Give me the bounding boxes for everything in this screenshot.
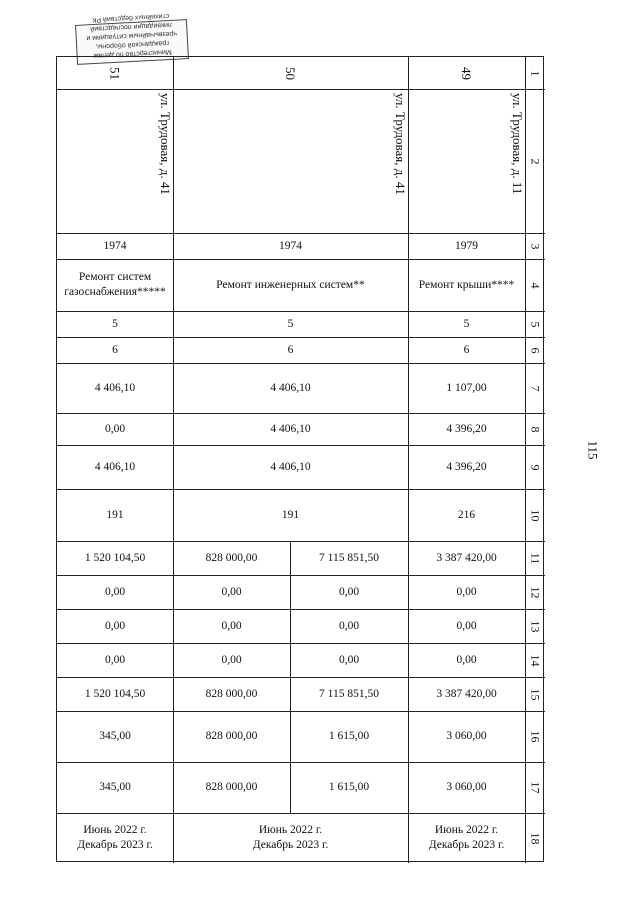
c2-r13-left: 0,00 bbox=[221, 619, 242, 632]
row-index-3: 3 bbox=[528, 243, 543, 249]
row-index-9: 9 bbox=[528, 464, 543, 470]
c2-r11-right: 7 115 851,50 bbox=[319, 551, 379, 564]
c3-r18 bbox=[408, 813, 525, 863]
row-index-10: 10 bbox=[528, 509, 543, 521]
c3-r14: 0,00 bbox=[456, 653, 477, 666]
c1-r16: 345,00 bbox=[99, 730, 131, 742]
c2-r16-left: 828 000,00 bbox=[205, 730, 258, 742]
c1-address: ул. Трудовая, д. 41 bbox=[158, 93, 173, 195]
c3-date-end: Декабрь 2023 г. bbox=[428, 839, 505, 851]
c2-work-type: Ремонт инженерных систем** bbox=[216, 278, 365, 291]
c3-address: ул. Трудовая, д. 11 bbox=[510, 93, 525, 195]
c2-r8: 4 406,10 bbox=[270, 422, 311, 435]
c1-date-end: Декабрь 2023 г. bbox=[77, 839, 153, 851]
c2-r17-left: 828 000,00 bbox=[205, 781, 258, 793]
c2-r13-right: 0,00 bbox=[338, 619, 360, 632]
data-table bbox=[56, 56, 544, 862]
row-index-11: 11 bbox=[528, 552, 543, 564]
row-index-6: 6 bbox=[528, 347, 543, 353]
c2-date-end: Декабрь 2023 г. bbox=[252, 839, 329, 851]
c2-r11-left: 828 000,00 bbox=[205, 551, 258, 564]
c3-r7: 1 107,00 bbox=[446, 381, 487, 394]
c1-r15: 1 520 104,50 bbox=[84, 687, 146, 700]
row-index-15: 15 bbox=[528, 688, 543, 700]
c3-r13: 0,00 bbox=[456, 619, 477, 632]
c2-r7: 4 406,10 bbox=[270, 381, 311, 394]
c3-r9: 4 396,20 bbox=[446, 460, 487, 473]
c2-r10: 191 bbox=[281, 508, 300, 521]
c2-r15-right: 7 115 851,50 bbox=[319, 687, 379, 700]
row-index-16: 16 bbox=[528, 730, 543, 743]
c2-r12-right: 0,00 bbox=[338, 585, 360, 598]
c2-r9: 4 406,10 bbox=[270, 460, 311, 473]
c3-r16: 3 060,00 bbox=[446, 730, 487, 742]
c1-r18 bbox=[57, 813, 173, 863]
ministry-stamp: Министерство по делам гражданской обороны, чрезвычайным ситуациям и ликвидации последствий стихийных бедствий РК bbox=[75, 19, 189, 65]
c1-r7: 4 406,10 bbox=[94, 381, 136, 394]
c1-number: 51 bbox=[107, 66, 123, 80]
c1-r8: 0,00 bbox=[104, 422, 126, 435]
c1-year: 1974 bbox=[103, 239, 127, 252]
c3-r8: 4 396,20 bbox=[446, 422, 487, 435]
c2-r12-left: 0,00 bbox=[221, 585, 242, 598]
row-index-5: 5 bbox=[528, 321, 543, 327]
c2-r14-right: 0,00 bbox=[338, 653, 360, 666]
c1-r12: 0,00 bbox=[104, 585, 126, 598]
c1-r14: 0,00 bbox=[104, 653, 126, 666]
c1-r6: 6 bbox=[112, 343, 118, 356]
c1-r5: 5 bbox=[112, 317, 118, 330]
row-index-2: 2 bbox=[528, 158, 543, 164]
row-index-8: 8 bbox=[528, 426, 543, 432]
c3-r17: 3 060,00 bbox=[446, 781, 487, 793]
row-index-1: 1 bbox=[528, 70, 543, 76]
c2-r16-right: 1 615,00 bbox=[328, 730, 370, 742]
c2-r18 bbox=[173, 813, 408, 863]
c3-r11: 3 387 420,00 bbox=[436, 551, 497, 564]
row-index-18: 18 bbox=[528, 832, 543, 844]
c3-r15: 3 387 420,00 bbox=[436, 687, 497, 700]
c2-r6: 6 bbox=[287, 343, 294, 356]
c1-r17: 345,00 bbox=[99, 781, 131, 793]
row-index-13: 13 bbox=[528, 620, 543, 632]
c1-r10: 191 bbox=[106, 508, 124, 521]
c1-date-start: Июнь 2022 г. bbox=[83, 824, 147, 836]
c1-r13: 0,00 bbox=[104, 619, 126, 632]
page-number: 115 bbox=[585, 440, 601, 460]
c1-work-type: Ремонт систем газоснабжения***** bbox=[64, 271, 166, 298]
c3-r5: 5 bbox=[463, 317, 470, 330]
c2-address: ул. Трудовая, д. 41 bbox=[393, 93, 408, 195]
row-index-12: 12 bbox=[528, 586, 543, 598]
c2-r5: 5 bbox=[287, 317, 294, 330]
c3-date-start: Июнь 2022 г. bbox=[434, 824, 499, 836]
c3-year: 1979 bbox=[455, 239, 478, 252]
c3-r12: 0,00 bbox=[456, 585, 477, 598]
c3-work-type: Ремонт крыши**** bbox=[418, 278, 515, 291]
c1-r11: 1 520 104,50 bbox=[84, 551, 146, 564]
c3-number: 49 bbox=[459, 66, 474, 80]
c2-number: 50 bbox=[283, 66, 298, 80]
c2-r14-left: 0,00 bbox=[221, 653, 242, 666]
c1-r9: 4 406,10 bbox=[94, 460, 136, 473]
c3-r10: 216 bbox=[457, 508, 476, 521]
c2-date-start: Июнь 2022 г. bbox=[258, 824, 323, 836]
row-index-4: 4 bbox=[528, 282, 543, 288]
row-index-17: 17 bbox=[528, 781, 543, 794]
c3-r6: 6 bbox=[463, 343, 470, 356]
row-index-14: 14 bbox=[528, 654, 543, 666]
c2-r17-right: 1 615,00 bbox=[328, 781, 370, 793]
c2-r15-left: 828 000,00 bbox=[205, 687, 258, 700]
row-index-7: 7 bbox=[528, 385, 543, 391]
c2-year: 1974 bbox=[279, 239, 302, 252]
